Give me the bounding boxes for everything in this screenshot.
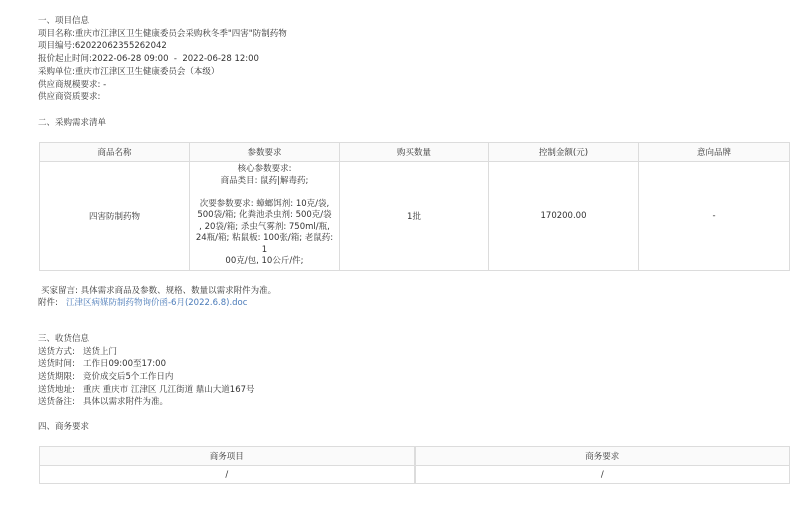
section-requirements-title: 二、采购需求清单 xyxy=(38,118,107,128)
header-business-item: 商务项目 xyxy=(40,447,415,466)
header-product-name: 商品名称 xyxy=(40,143,190,162)
spec-line: 次要参数要求: 蟑螂饵剂: 10克/袋, xyxy=(199,198,330,209)
purchaser-row xyxy=(38,67,219,78)
table-row xyxy=(40,466,790,484)
field-label: 项目名称: xyxy=(38,29,75,39)
quote-time-row xyxy=(38,54,259,65)
header-spec: 参数要求 xyxy=(190,143,340,162)
cell-amount: 170200.00 xyxy=(489,162,639,271)
spec-line: 00克/包, 10公斤/件; xyxy=(225,256,304,266)
field-label: 送货备注: xyxy=(38,397,75,407)
supplier-qualification-row xyxy=(38,92,100,103)
cell-quantity: 1批 xyxy=(340,162,489,271)
business-table xyxy=(39,446,790,484)
spec-line: 商品类目: 鼠药|解毒药; xyxy=(220,175,309,186)
cell-business-item: / xyxy=(40,466,415,484)
cell-business-requirement: / xyxy=(415,466,790,484)
field-value: 2022-06-28 09:00 - 2022-06-28 12:00 xyxy=(91,54,259,64)
cell-product-name: 四害防制药物 xyxy=(40,162,190,271)
delivery-address-row xyxy=(38,385,255,396)
section-business-title: 四、商务要求 xyxy=(38,422,90,432)
field-value: 重庆市江津区卫生健康委员会（本级） xyxy=(74,67,220,77)
delivery-remark-row xyxy=(38,397,168,408)
field-value: 竞价成交后5个工作日内 xyxy=(82,372,174,382)
table-row xyxy=(40,162,790,271)
section-project-info-title: 一、项目信息 xyxy=(38,16,90,26)
field-value: 62022062355262042 xyxy=(74,41,167,51)
field-label: 供应商资质要求: xyxy=(38,92,101,102)
field-label: 采购单位: xyxy=(38,67,75,77)
attachment-link[interactable]: 江津区病媒防制药物询价函-6月(2022.6.8).doc xyxy=(65,298,248,308)
attachment-label: 附件: xyxy=(38,298,58,308)
field-label: 送货期限: xyxy=(38,372,75,382)
delivery-time-row xyxy=(38,359,166,370)
spec-line: 500袋/箱; 化粪池杀虫剂: 500克/袋 xyxy=(197,210,332,220)
spec-line: , 20袋/箱; 杀虫气雾剂: 750ml/瓶, xyxy=(199,221,330,232)
field-label: 供应商规模要求: xyxy=(38,80,101,90)
cell-brand: - xyxy=(639,162,790,271)
cell-spec xyxy=(190,162,340,271)
field-label: 报价起止时间: xyxy=(38,54,92,64)
section-delivery-title: 三、收货信息 xyxy=(38,334,90,344)
delivery-deadline-row xyxy=(38,372,173,383)
requirements-table xyxy=(39,142,790,271)
spec-line: 24瓶/箱; 粘鼠板: 100张/箱; 老鼠药: 1 xyxy=(195,233,334,255)
field-label: 送货时间: xyxy=(38,359,75,369)
field-value: 具体以需求附件为准。 xyxy=(82,397,168,407)
field-value: 重庆市江津区卫生健康委员会采购秋冬季"四害"防制药物 xyxy=(74,29,287,39)
field-value: 送货上门 xyxy=(82,347,117,357)
project-name-row xyxy=(38,29,287,40)
header-quantity: 购买数量 xyxy=(340,143,489,162)
header-business-requirement: 商务要求 xyxy=(415,447,790,466)
header-amount: 控制金额(元) xyxy=(489,143,639,162)
attachment-row xyxy=(38,298,247,309)
supplier-scale-row xyxy=(38,80,106,91)
header-brand: 意向品牌 xyxy=(639,143,790,162)
field-value: 工作日09:00至17:00 xyxy=(82,359,166,369)
buyer-note: 买家留言: 具体需求商品及参数、规格、数量以需求附件为准。 xyxy=(41,286,277,296)
table-header-row xyxy=(40,143,790,162)
project-number-row xyxy=(38,41,167,52)
field-value: 重庆 重庆市 江津区 几江街道 鼎山大道167号 xyxy=(82,385,255,395)
field-label: 送货地址: xyxy=(38,385,75,395)
field-label: 项目编号: xyxy=(38,41,75,51)
field-value: - xyxy=(103,80,107,90)
table-header-row xyxy=(40,447,790,466)
spec-line xyxy=(194,187,335,199)
delivery-method-row xyxy=(38,347,117,358)
field-label: 送货方式: xyxy=(38,347,75,357)
spec-line: 核心参数要求: xyxy=(237,164,292,174)
